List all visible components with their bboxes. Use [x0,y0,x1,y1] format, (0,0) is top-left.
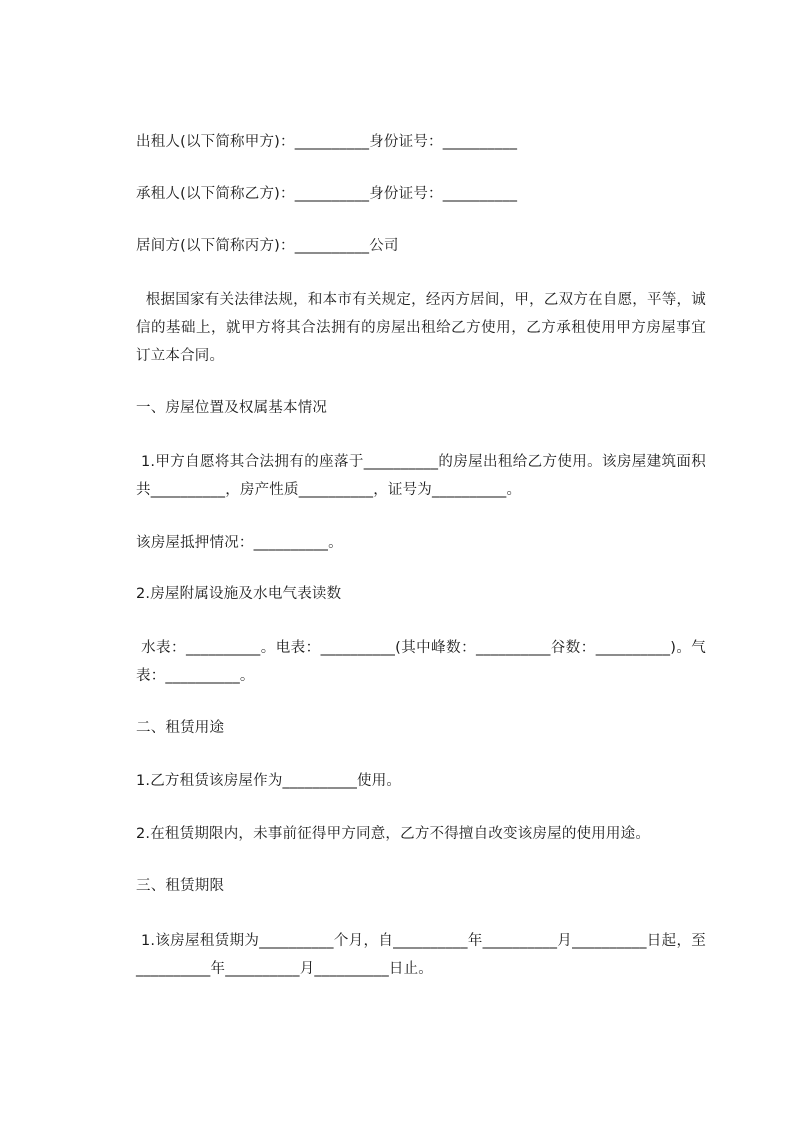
section-heading-3: 三、租赁期限 [136,878,225,894]
meter-readings: 水表：__________。电表：__________(其中峰数：__________谷数：__________)。气表：__________。 [136,640,706,684]
clause-3-1: 1.该房屋租赁期为__________个月，自__________年__________月__________日起，至__________年__________月__________日止。 [136,933,706,977]
mortgage-line: 该房屋抵押情况：__________。 [136,535,343,551]
lessee-line: 承租人(以下简称乙方)：__________身份证号：__________ [136,186,518,202]
intermediary-line: 居间方(以下简称丙方)：__________公司 [136,238,399,254]
lessor-line: 出租人(以下简称甲方)：__________身份证号：__________ [136,134,518,150]
clause-2-1: 1.乙方租赁该房屋作为__________使用。 [136,773,402,789]
section-heading-2: 二、租赁用途 [136,720,225,736]
clause-1-1: 1.甲方自愿将其合法拥有的座落于__________的房屋出租给乙方使用。该房屋建筑面积共__________，房产性质__________，证号为__________。 [136,454,707,498]
clause-1-2: 2.房屋附属设施及水电气表读数 [136,586,342,602]
section-heading-1: 一、房屋位置及权属基本情况 [136,400,328,416]
preamble-paragraph: 根据国家有关法律法规，和本市有关规定，经丙方居间，甲，乙双方在自愿，平等，诚信的基础上，就甲方将其合法拥有的房屋出租给乙方使用，乙方承租使用甲方房屋事宜订立本合同。 [136,292,706,364]
clause-2-2: 2.在租赁期限内，未事前征得甲方同意，乙方不得擅自改变该房屋的使用用途。 [136,826,651,842]
